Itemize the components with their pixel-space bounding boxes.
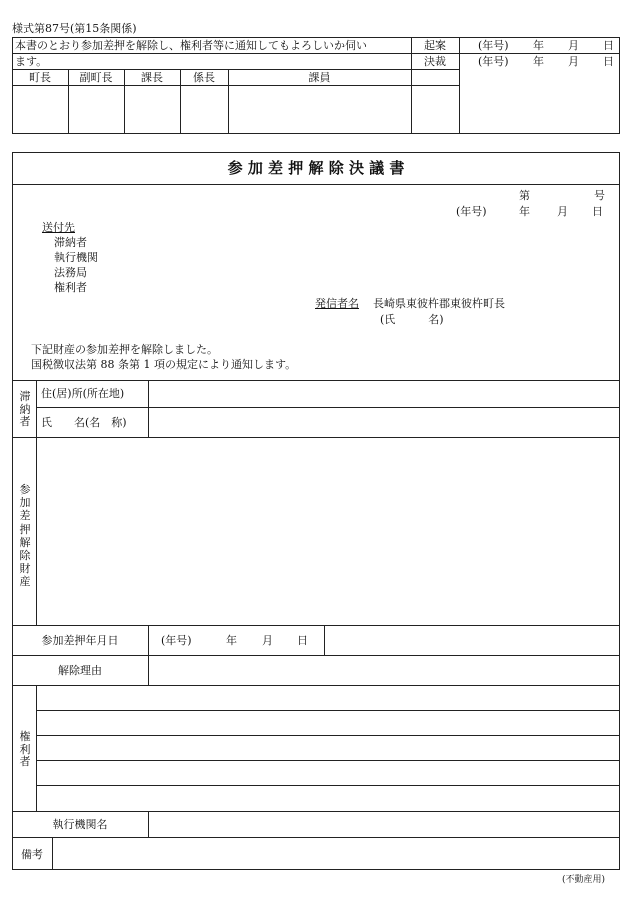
doc-date-day: 日 [592,205,603,218]
sender-person: (氏 名) [380,313,444,326]
drafted-era: (年号) [478,39,509,52]
document-frame [12,152,620,870]
rights-holder-label-text: 権利者 [19,730,31,769]
approval-request-line-1: 本書のとおり参加差押を解除し、権利者等に通知してもよろしいか伺い [15,39,367,52]
recipient-executing-agency: 執行機関 [54,251,98,264]
doc-number-suffix: 号 [594,189,605,202]
doc-date-year: 年 [519,205,530,218]
rights-holder-label [18,731,32,769]
body-line-2: 国税徴収法第 88 条第 1 項の規定により通知します。 [31,358,297,371]
seizure-date-month: 月 [262,634,273,647]
drafted-year: 年 [533,39,544,52]
delinquent-label [18,391,32,429]
remarks-label: 備考 [21,848,43,861]
release-reason-label: 解除理由 [58,664,102,677]
decided-year: 年 [533,55,544,68]
recipients-label: 送付先 [42,221,75,234]
drafted-day: 日 [603,39,614,52]
seizure-date-label: 参加差押年月日 [41,634,119,647]
role-section-chief: 課長 [141,71,163,84]
decided-label: 決裁 [424,55,446,68]
property-label [18,483,32,589]
form-number: 様式第87号(第15条関係) [12,22,137,35]
body-line-1: 下記財産の参加差押を解除しました。 [31,343,218,356]
decided-month: 月 [568,55,579,68]
name-label: 氏 名(名 称) [41,416,127,429]
seizure-date-era: (年号) [161,634,192,647]
drafted-month: 月 [568,39,579,52]
role-staff: 課員 [308,71,331,84]
sender-name: 長崎県東彼杵郡東彼杵町長 [373,297,505,310]
sender-label: 発信者名 [315,297,359,310]
property-label-text: 参加差押解除財産 [19,483,31,589]
role-unit-chief: 係長 [193,71,215,84]
role-mayor: 町長 [29,71,51,84]
footer-note: (不動産用) [562,875,606,885]
recipient-delinquent: 滞納者 [54,236,87,249]
document-title: 参 加 差 押 解 除 決 議 書 [227,159,405,177]
recipient-legal-bureau: 法務局 [54,266,87,279]
address-label: 住(居)所(所在地) [41,387,125,400]
decided-day: 日 [603,55,614,68]
doc-date-era: (年号) [456,205,487,218]
doc-date-month: 月 [557,205,568,218]
decided-era: (年号) [478,55,509,68]
approval-request-line-2: ます。 [15,55,48,68]
seizure-date-day: 日 [297,634,308,647]
drafted-label: 起案 [424,39,446,52]
executing-agency-label: 執行機関名 [52,818,108,831]
delinquent-label-text: 滞納者 [19,390,31,429]
recipient-rights-holder: 権利者 [54,281,87,294]
role-deputy-mayor: 副町長 [79,71,113,84]
doc-number-prefix: 第 [519,189,530,202]
seizure-date-year: 年 [226,634,237,647]
